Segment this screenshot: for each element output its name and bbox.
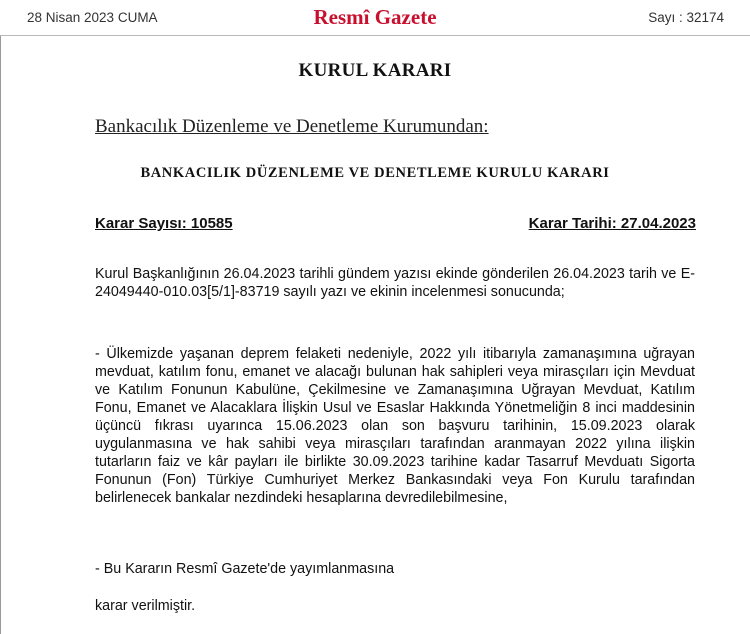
decision-date: Karar Tarihi: 27.04.2023 [528,215,696,232]
gazette-title: Resmî Gazete [313,5,437,29]
section-title: KURUL KARARI [298,60,452,81]
paragraph-decision-item-1: - Ülkemizde yaşanan deprem felaketi nedeniyle, 2022 yılı itibarıyla zamanaşımına uğrayan mevduat, katılım fonu, emanet ve alacağı bulunan hak sahipleri veya mirasçıları için Mevduat ve Katılım Fonunun Kabulüne, Çekilmesine ve Zamanaşımına Uğrayan Mevduat, Katılım Fonu, Emanet ve Alacaklara İlişkin Usul ve Esaslar Hakkında Yönetmeliğin 8 inci maddesinin üçüncü fıkrası uyarınca 15.06.2023 olan son başvuru tarihinin, 15.09.2023 olarak uygulanmasına ve hak sahibi veya mirasçıları tarafından aranmayan 2022 yılına ilişkin tutarların faiz ve kâr payları ile birlikte 30.09.2023 tarihine kadar Tasarruf Mevduatı Sigorta Fonunun (Fon) Türkiye Cumhuriyet Merkez Bankasındaki veya Fon Kurulu tarafından belirlenecek bankalar nezdindeki hesaplarına devredilebilmesine, [95,346,695,506]
decision-title: BANKACILIK DÜZENLEME VE DENETLEME KURULU KARARI [140,165,610,181]
paragraph-preamble: Kurul Başkanlığının 26.04.2023 tarihli gündem yazısı ekinde gönderilen 26.04.2023 tarih ve E-24049440-010.03[5/1]-83719 sayılı yazı ve ekinin incelenmesi sonucunda; [95,266,695,300]
gazette-header [0,0,750,36]
paragraph-closing: karar verilmiştir. [95,598,196,614]
issue-date: 28 Nisan 2023 CUMA [27,10,158,25]
paragraph-decision-item-2: - Bu Kararın Resmî Gazete'de yayımlanmasına [95,561,395,577]
issue-number: Sayı : 32174 [648,10,724,25]
institution-name: Bankacılık Düzenleme ve Denetleme Kurumundan: [95,116,489,137]
page-left-edge [0,36,1,634]
decision-number: Karar Sayısı: 10585 [95,215,233,232]
header-divider [0,35,750,36]
